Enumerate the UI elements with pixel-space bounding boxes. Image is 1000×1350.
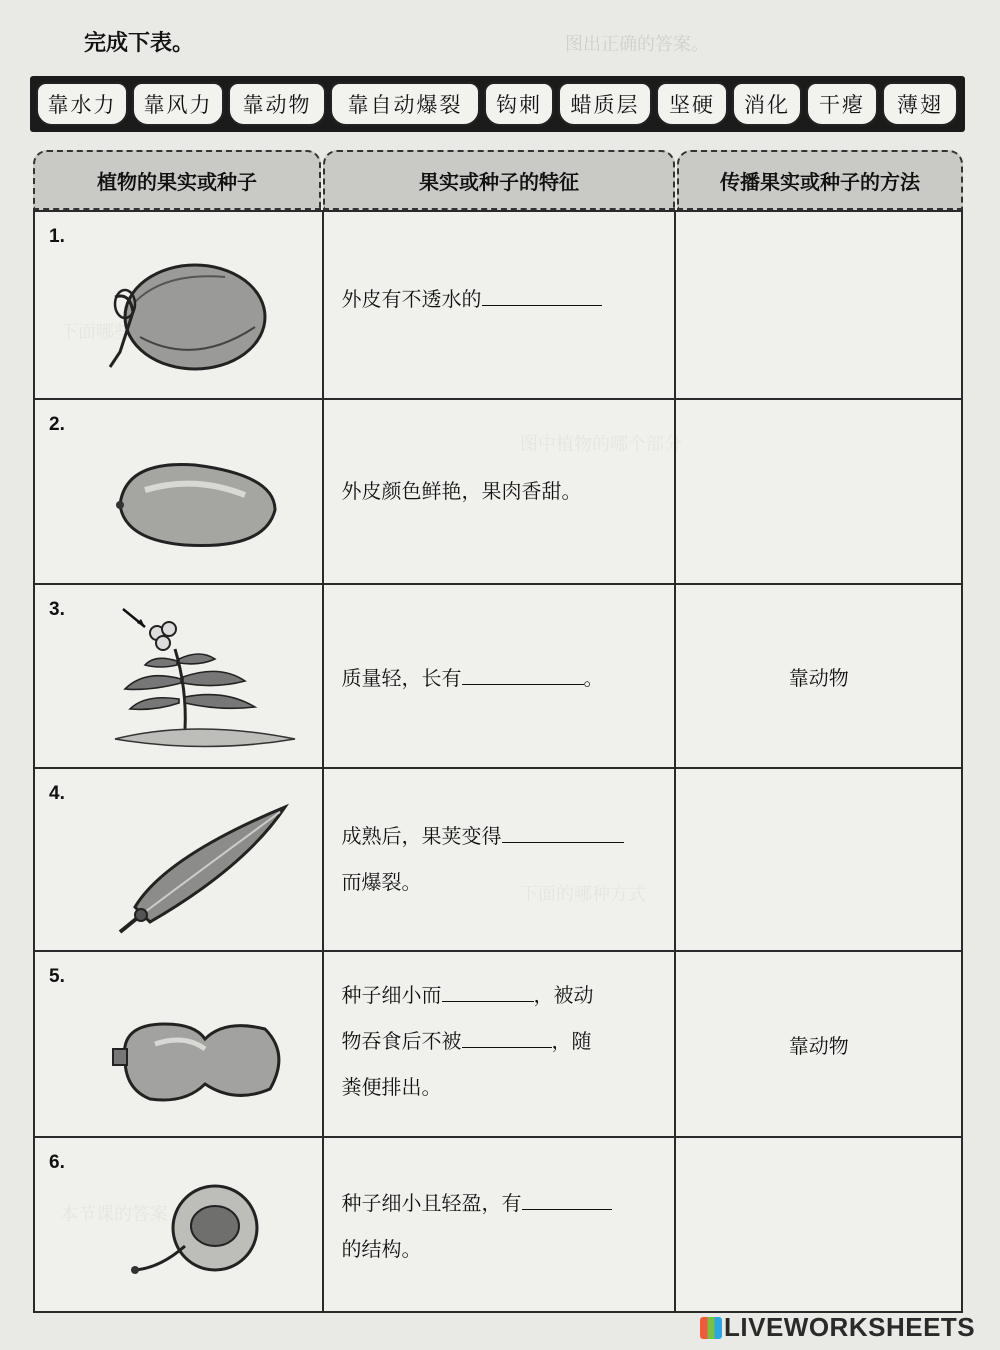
row-number: 6. (49, 1152, 65, 1173)
method-cell (675, 951, 962, 1137)
plant-cell (34, 584, 323, 768)
word-chip[interactable]: 靠自动爆裂 (330, 82, 480, 126)
feature-text: 成熟后，果荚变得 (341, 824, 502, 848)
plant-cell (34, 768, 323, 951)
liveworksheets-logo (700, 1312, 975, 1343)
feature-cell (323, 768, 676, 951)
method-drop-zone[interactable] (706, 242, 931, 368)
row-number: 4. (49, 783, 65, 804)
table-row (34, 211, 962, 399)
feature-text: 种子细小且轻盈，有 (341, 1191, 522, 1215)
plant-cell (34, 951, 323, 1137)
method-answer: 靠动物 (788, 665, 849, 690)
method-drop-zone[interactable] (706, 1168, 931, 1281)
word-chip[interactable]: 坚硬 (656, 82, 728, 126)
feature-cell (323, 951, 676, 1137)
method-cell (675, 211, 962, 399)
feature-text: 外皮有不透水的 (341, 287, 482, 311)
winged-seed-icon (125, 1178, 285, 1288)
column-header-method: 传播果实或种子的方法 (677, 150, 963, 210)
word-chip[interactable]: 靠风力 (132, 82, 224, 126)
word-bank (30, 76, 965, 132)
answer-blank[interactable] (502, 816, 624, 843)
method-drop-zone[interactable] (706, 799, 931, 920)
feature-text: 的结构。 (341, 1237, 422, 1261)
instruction-text: 完成下表。 (84, 31, 195, 56)
row-number: 1. (49, 226, 65, 247)
column-header-feature: 果实或种子的特征 (323, 150, 675, 210)
method-answer: 靠动物 (788, 1033, 849, 1058)
word-chip[interactable]: 干瘪 (806, 82, 878, 126)
method-cell (675, 768, 962, 951)
feature-cell (323, 211, 676, 399)
answer-blank[interactable] (462, 1021, 552, 1048)
feature-text: 质量轻，长有 (341, 666, 462, 690)
word-chip[interactable]: 消化 (732, 82, 802, 126)
table-row (34, 1137, 962, 1312)
row-number: 3. (49, 599, 65, 620)
row-number: 5. (49, 966, 65, 987)
word-chip[interactable]: 靠动物 (228, 82, 326, 126)
method-cell (675, 584, 962, 768)
lalang-plant-icon (105, 599, 305, 759)
method-cell (675, 399, 962, 584)
feature-cell (323, 584, 676, 768)
feature-cell (323, 1137, 676, 1312)
method-cell (675, 1137, 962, 1312)
worksheet-table (33, 210, 963, 1313)
table-row (34, 584, 962, 768)
word-chip[interactable]: 靠水力 (36, 82, 128, 126)
feature-cell (323, 399, 676, 584)
answer-blank[interactable] (462, 658, 584, 685)
pod-icon (105, 797, 305, 937)
watermark-text: LIVEWORKSHEETS (724, 1312, 976, 1342)
plant-cell (34, 1137, 323, 1312)
feature-text: 。 (583, 666, 604, 690)
word-chip[interactable]: 薄翅 (882, 82, 958, 126)
bleed-text: 图出正确的答案。 (565, 34, 709, 55)
feature-text: 而爆裂。 (341, 870, 422, 894)
logo-mark-icon (700, 1317, 722, 1339)
coconut-icon (95, 242, 275, 382)
word-chip[interactable]: 钩刺 (484, 82, 554, 126)
feature-text: ，随 (551, 1029, 592, 1053)
feature-text: 种子细小而 (341, 983, 442, 1007)
table-row (34, 768, 962, 951)
answer-blank[interactable] (522, 1183, 612, 1210)
feature-text: ，被动 (533, 983, 594, 1007)
papaya-icon (95, 1004, 295, 1114)
feature-text: 粪便排出。 (341, 1075, 442, 1099)
mango-icon (105, 450, 285, 560)
method-drop-zone[interactable] (706, 430, 931, 553)
word-chip[interactable]: 蜡质层 (558, 82, 652, 126)
answer-blank[interactable] (482, 279, 602, 306)
plant-cell (34, 211, 323, 399)
feature-text: 外皮颜色鲜艳，果肉香甜。 (341, 479, 582, 503)
table-row (34, 399, 962, 584)
row-number: 2. (49, 414, 65, 435)
table-row (34, 951, 962, 1137)
feature-text: 物吞食后不被 (341, 1029, 462, 1053)
plant-cell (34, 399, 323, 584)
column-header-plant: 植物的果实或种子 (33, 150, 321, 210)
answer-blank[interactable] (442, 975, 534, 1002)
